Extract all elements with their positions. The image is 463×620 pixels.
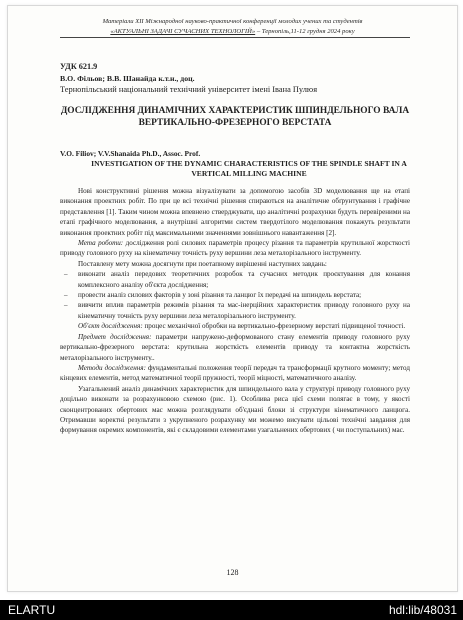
paragraph-goal	[60, 238, 410, 259]
authors-ua: В.О. Фільов; В.В. Шанайда к.т.н., доц.	[60, 74, 195, 83]
repository-name: ELARTU	[8, 603, 56, 617]
page-number: 128	[226, 568, 239, 577]
university: Тернопільський національний технічний університет імені Івана Пулюя	[60, 85, 318, 94]
header-divider	[60, 37, 410, 38]
udk-code: УДК 621.9	[60, 62, 98, 71]
object-label: Об'єкт дослідження:	[78, 322, 143, 331]
tasks-list	[60, 269, 410, 321]
title-ua: ДОСЛІДЖЕННЯ ДИНАМІЧНИХ ХАРАКТЕРИСТИК ШПИНДЕЛЬНОГО ВАЛА ВЕРТИКАЛЬНО-ФРЕЗЕРНОГО ВЕРСТАТА	[60, 106, 410, 128]
goal-label: Мета роботи:	[78, 239, 124, 248]
paragraph-tasks: Поставлену мету можна досягнути при поетапному вирішенні наступних завдань:	[78, 259, 327, 268]
paragraph-methods	[60, 363, 410, 384]
handle-id: hdl:lib/48031	[388, 603, 457, 617]
conference-header-line2	[8, 27, 457, 36]
authors-en: V.O. Filiov; V.V.Shanaida Ph.D., Assoc. Prof.	[60, 149, 201, 158]
paragraph-subject	[60, 332, 410, 363]
methods-label: Методи дослідження:	[78, 363, 146, 372]
title-en: INVESTIGATION OF THE DYNAMIC CHARACTERISTICS OF THE SPINDLE SHAFT IN A VERTICAL MILLING MACHINE	[91, 159, 407, 178]
methods-text: фундаментальні положення теорії передач та трансформації крутного моменту; метод кінцевих елементів, метод математичної теорії пружності, теорії міцності, математичного аналізу.	[60, 363, 410, 383]
goal-text: дослідження ролі силових параметрів процесу різання та параметрів крутильної жорсткості приводу головного руху на кінематичну точність руху вершини леза металорізального інструменту.	[60, 239, 410, 258]
paragraph-analysis: Узагальнений аналіз динамічних характеристик для шпиндельного вала у структурі приводу головного руху доцільно виконати за розрахунковою схемою (рис. 1). Особлива риса цієї схеми полягає в тому, у якості сконцентрованих обертових мас можна розглядувати об'єднані блоки зі структури кінематичного ланцюга. Отримавши коректні результати з укрупненого розрахунку ми можемо висувати цільові технічні завдання для формування окремих компонентів, які є складовими елементами узагальнених обертових ( чи поступальних) мас.	[60, 384, 410, 435]
object-text: процес механічної обробки на вертикально-фрезерному верстаті підвищеної точності.	[142, 322, 406, 331]
conference-header-line1: Матеріали XIІ Міжнародної науково-практичної конференції молодих учених та студентів	[102, 18, 363, 25]
paragraph-intro: Нові конструктивні рішення можна візуалізувати за допомогою засобів 3D моделювання ще на етапі виконання проектних робіт. По при це всі технічні рішення спираються на аналітичне обґрунтування і графічне представлення [1]. Таким чином можна впевнено стверджувати, що аналітичні розрахунки будуть перевіреними на етапі графічного моделювання, а внутрішні алгоритми систем твердотілого моделювання покажуть результати виконання проектних робіт під максимальними значеннями зовнішнього навантаження [2].	[60, 187, 410, 237]
list-item: – вивчити вплив параметрів режимів різання та мас-інерційних характеристик приводу головного руху на кінематичну точність руху вершини леза металорізального інструменту.	[60, 300, 410, 321]
list-item: – виконати аналіз передових теоретичних розробок та сучасних методик проєктування для конання комплексного аналізу об'єкта дослідження;	[60, 269, 410, 290]
paper-page	[7, 5, 458, 592]
subject-text: параметри напружено-деформованого стану елементів приводу головного руху вертикально-фрезерного верстата: крутильна жорсткість елементів приводу та контактна жорсткість металорізального інструменту..	[60, 332, 411, 362]
subject-label: Предмет дослідження:	[78, 332, 152, 341]
conference-name: «АКТУАЛЬНІ ЗАДАЧІ СУЧАСНИХ ТЕХНОЛОГІЙ»	[110, 28, 256, 35]
list-item: – провести аналіз силових факторів у зоні різання та ланцюг їх передачі на шпиндель верстата;	[60, 290, 410, 300]
article-body	[60, 186, 410, 436]
conference-place-date: – Тернопіль,11-12 грудня 2024 року	[255, 28, 355, 35]
footer-bar	[0, 600, 463, 620]
paragraph-object	[60, 321, 410, 331]
